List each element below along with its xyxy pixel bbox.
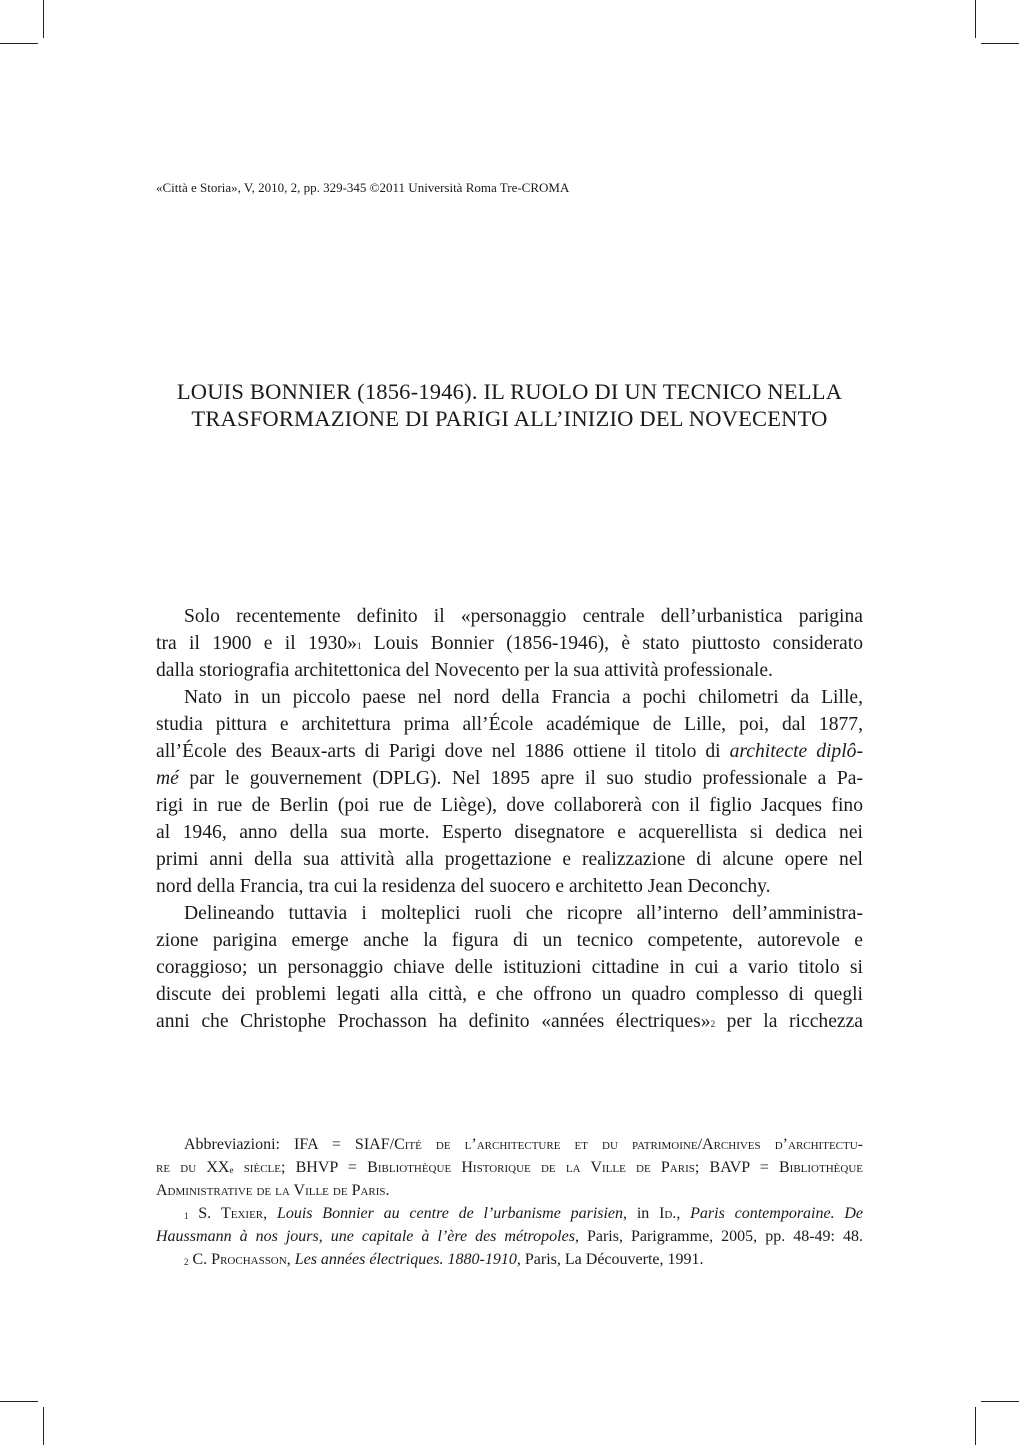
footnote-1-cont: Haussmann à nos jours, une capitale à l’ère des métropoles, Paris, Parigramme, 2005, pp. 48-49: 48. (156, 1228, 864, 1245)
crop-mark (43, 0, 44, 38)
text-line: dalla storiografia architettonica del Novecento per la sua attività professionale. (156, 660, 773, 681)
crop-mark (975, 0, 976, 38)
crop-mark (0, 1401, 38, 1402)
title-line-2: TRASFORMAZIONE DI PARIGI ALL’INIZIO DEL NOVECENTO (191, 406, 828, 431)
text-line: al 1946, anno della sua morte. Esperto disegnatore e acquerellista si dedica nei (156, 822, 863, 843)
text-line: rigi in rue de Berlin (poi rue de Liège), dove collaborerà con il figlio Jacques fino (156, 795, 863, 816)
text-line: coraggioso; un personaggio chiave delle istituzioni cittadine in cui a vario titolo si (156, 957, 863, 978)
text-line: primi anni della sua attività alla progettazione e realizzazione di alcune opere nel (156, 849, 863, 870)
journal-citation: «Città e Storia», V, 2010, 2, pp. 329-345 ©2011 Università Roma Tre-CROMA (156, 180, 570, 195)
footnote-number: 2 (184, 1257, 189, 1267)
crop-mark (975, 1407, 976, 1445)
crop-mark (0, 43, 38, 44)
text-line: tra il 1900 e il 1930»$^1$ Louis Bonnier (1856-1946), è stato piuttosto considerato (156, 633, 863, 654)
body-text (156, 603, 863, 1035)
crop-mark (981, 1401, 1019, 1402)
text-line: discute dei problemi legati alla città, e che offrono un quadro complesso di quegli (156, 984, 863, 1005)
text-line: mé par le gouvernement (DPLG). Nel 1895 apre il suo studio professionale a Pa- (156, 768, 863, 789)
crop-mark (43, 1407, 44, 1445)
footnote-number: 1 (184, 1211, 189, 1221)
crop-mark (981, 43, 1019, 44)
title-line-1: LOUIS BONNIER (1856-1946). IL RUOLO DI UN TECNICO NELLA (176, 379, 843, 404)
text-line: Delineando tuttavia i molteplici ruoli che ricopre all’interno dell’amministra- (184, 903, 863, 924)
footnotes (156, 1133, 863, 1271)
text-line: Solo recentemente definito il «personaggio centrale dell’urbanistica parigina (184, 606, 863, 627)
footnote-1: $^1$ S. Texier, Louis Bonnier au centre de l’urbanisme parisien, in Id., Paris contemporaine. De (184, 1205, 864, 1222)
text-line: nord della Francia, tra cui la residenza del suocero e architetto Jean Deconchy. (156, 876, 771, 897)
abbreviations-line: re du XXe siècle; BHVP = Bibliothèque Historique de la Ville de Paris; BAVP = Bibliothèque (156, 1159, 863, 1176)
abbreviations-line: Abbreviazioni: IFA = SIAF/Cité de l’architecture et du patrimoine/Archives d’architectu- (184, 1136, 863, 1153)
footnote-ref: 2 (710, 1019, 716, 1029)
text-line: anni che Christophe Prochasson ha definito «années électriques»$^2$ per la ricchezza (156, 1011, 863, 1032)
text-line: Nato in un piccolo paese nel nord della Francia a pochi chilometri da Lille, (184, 687, 863, 708)
footnote-ref: 1 (356, 641, 362, 651)
abbreviations-line: Administrative de la Ville de Paris. (156, 1182, 390, 1199)
text-line: zione parigina emerge anche la figura di un tecnico competente, autorevole e (156, 930, 863, 951)
article-title (100, 378, 919, 432)
text-line: studia pittura e architettura prima all’École académique de Lille, poi, dal 1877, (156, 714, 863, 735)
text-line: all’École des Beaux-arts di Parigi dove nel 1886 ottiene il titolo di architecte diplô- (156, 741, 863, 762)
footnote-2: $^2$ C. Prochasson, Les années électriques. 1880-1910, Paris, La Découverte, 1991. (184, 1251, 704, 1268)
